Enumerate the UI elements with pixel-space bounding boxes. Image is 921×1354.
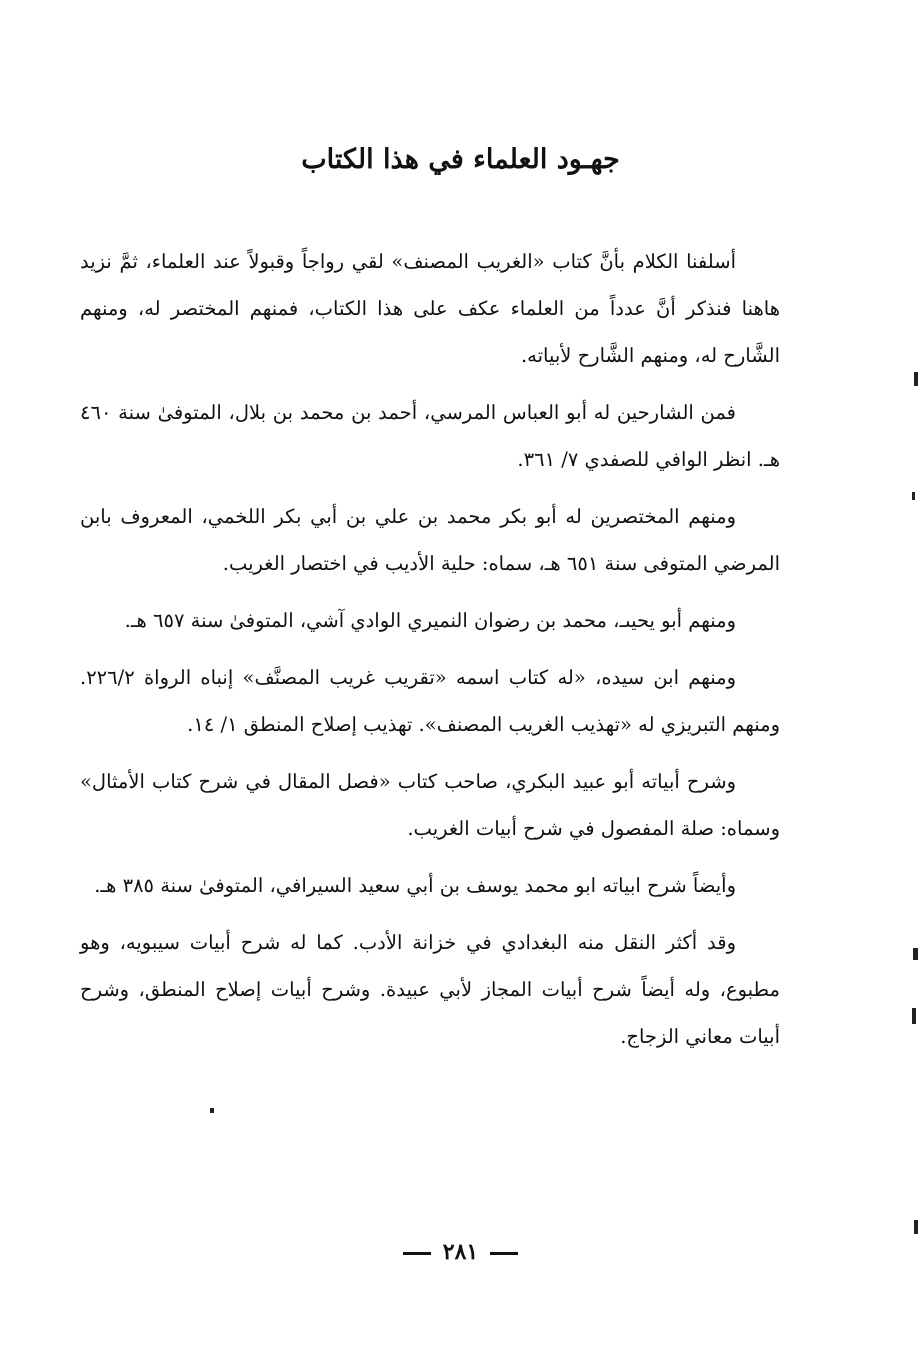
scan-speck <box>914 372 918 386</box>
scan-speck <box>912 1008 916 1024</box>
paragraph-3: ومنهم المختصرين له أبو بكر محمد بن علي بن أبي بكر اللخمي، المعروف بابن المرضي المتوفى سنة ٦٥١ هـ، سماه: حلية الأديب في اختصار الغريب. <box>80 505 780 575</box>
body-text <box>80 238 780 1070</box>
scan-speck <box>913 948 918 960</box>
scan-speck <box>914 1220 918 1234</box>
paragraph-2: فمن الشارحين له أبو العباس المرسي، أحمد بن محمد بن بلال، المتوفىٰ سنة ٤٦٠ هـ. انظر الوافي للصفدي ٧/ ٣٦١. <box>80 401 780 471</box>
left-dash <box>490 1252 518 1255</box>
paragraph-7: وأيضاً شرح ابياته ابو محمد يوسف بن أبي سعيد السيرافي، المتوفىٰ سنة ٣٨٥ هـ. <box>94 874 736 897</box>
scan-speck <box>912 492 915 500</box>
paragraph-8: وقد أكثر النقل منه البغدادي في خزانة الأدب. كما له شرح أبيات سيبويه، وهو مطبوع، وله أيضاً شرح أبيات المجاز لأبي عبيدة. وشرح أبيات إصلاح المنطق، وشرح أبيات معاني الزجاج. <box>80 931 780 1048</box>
paragraph-5: ومنهم ابن سيده، «له كتاب اسمه «تقريب غريب المصنَّف» إنباه الرواة ٢٢٦/٢. ومنهم التبريزي له «تهذيب الغريب المصنف». تهذيب إصلاح المنطق ١/ ١٤. <box>80 666 780 736</box>
right-dash <box>403 1252 431 1255</box>
paragraph-6: وشرح أبياته أبو عبيد البكري، صاحب كتاب «فصل المقال في شرح كتاب الأمثال» وسماه: صلة المفصول في شرح أبيات الغريب. <box>80 770 780 840</box>
paragraph-1: أسلفنا الكلام بأنَّ كتاب «الغريب المصنف» لقي رواجاً وقبولاً عند العلماء، ثمَّ نزيد هاهنا فنذكر أنَّ عدداً من العلماء عكف على هذا الكتاب، فمنهم المختصر له، ومنهم الشَّارح له، ومنهم الشَّارح لأبياته. <box>80 250 780 367</box>
paragraph-4: ومنهم أبو يحيىـ، محمد بن رضوان النميري الوادي آشي، المتوفىٰ سنة ٦٥٧ هـ. <box>124 609 736 632</box>
page-number: ٢٨١ <box>442 1239 479 1265</box>
page-title: جهـود العلماء في هذا الكتاب <box>301 144 620 175</box>
scan-speck <box>210 1108 214 1113</box>
page-number-footer <box>0 1232 921 1272</box>
